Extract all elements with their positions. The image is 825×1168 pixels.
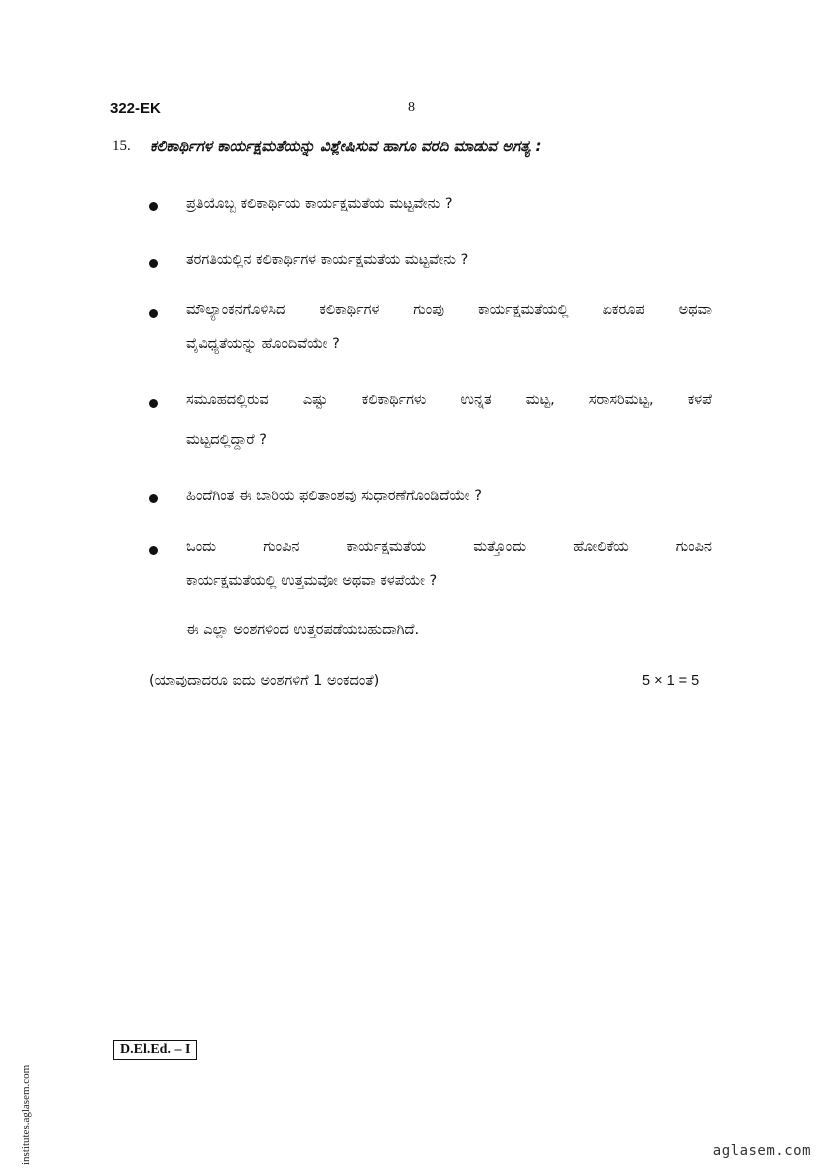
- bullet-icon: [149, 202, 158, 211]
- list-item-text: ಮೌಲ್ಯಾಂಕನಗೊಳಿಸಿದ ಕಲಿಕಾರ್ಥಿಗಳ ಗುಂಪು ಕಾರ್ಯಕ್ಷಮತೆಯಲ್ಲಿ ಏಕರೂಪ ಅಥವಾ: [186, 302, 712, 318]
- watermark: aglasem.com: [712, 1143, 811, 1159]
- paper-code: 322-EK: [110, 100, 161, 117]
- list-item-text: ಕಾರ್ಯಕ್ಷಮತೆಯಲ್ಲಿ ಉತ್ತಮವೋ ಅಥವಾ ಕಳಪೆಯೇ ?: [186, 573, 438, 589]
- bullet-icon: [149, 259, 158, 268]
- list-item-text: ವೈವಿಧ್ಯತೆಯನ್ನು ಹೊಂದಿವೆಯೇ ?: [186, 336, 340, 352]
- bullet-icon: [149, 546, 158, 555]
- marks-allocation: 5 × 1 = 5: [642, 673, 700, 689]
- list-item-text: ಸಮೂಹದಲ್ಲಿರುವ ಎಷ್ಟು ಕಲಿಕಾರ್ಥಿಗಳು ಉನ್ನತ ಮಟ್ಟ, ಸರಾಸರಿಮಟ್ಟ, ಕಳಪೆ: [186, 392, 712, 408]
- course-label: D.El.Ed. – I: [113, 1040, 197, 1060]
- list-item-text: ಹಿಂದೆಗಿಂತ ಈ ಬಾರಿಯ ಫಲಿತಾಂಶವು ಸುಧಾರಣೆಗೊಂಡಿದೆಯೇ ?: [186, 488, 482, 504]
- bullet-icon: [149, 494, 158, 503]
- side-source-text: institutes.aglasem.com: [20, 1064, 32, 1165]
- bullet-icon: [149, 309, 158, 318]
- question-title: ಕಲಿಕಾರ್ಥಿಗಳ ಕಾರ್ಯಕ್ಷಮತೆಯನ್ನು ವಿಶ್ಲೇಷಿಸುವ ಹಾಗೂ ವರದಿ ಮಾಡುವ ಅಗತ್ಯ :: [150, 137, 542, 155]
- bullet-icon: [149, 399, 158, 408]
- list-item-text: ಒಂದು ಗುಂಪಿನ ಕಾರ್ಯಕ್ಷಮತೆಯ ಮತ್ತೊಂದು ಹೋಲಿಕೆಯ ಗುಂಪಿನ: [186, 539, 712, 555]
- question-number: 15.: [112, 138, 131, 154]
- list-item-text: ಮಟ್ಟದಲ್ಲಿದ್ದಾರೆ ?: [186, 432, 267, 448]
- list-item-text: ತರಗತಿಯಲ್ಲಿನ ಕಲಿಕಾರ್ಥಿಗಳ ಕಾರ್ಯಕ್ಷಮತೆಯ ಮಟ್ಟವೇನು ?: [186, 252, 469, 268]
- list-item-text: ಪ್ರತಿಯೊಬ್ಬ ಕಲಿಕಾರ್ಥಿಯ ಕಾರ್ಯಕ್ಷಮತೆಯ ಮಟ್ಟವೇನು ?: [186, 196, 453, 212]
- marks-instruction: (ಯಾವುದಾದರೂ ಐದು ಅಂಶಗಳಿಗೆ 1 ಅಂಕದಂತೆ): [149, 673, 380, 689]
- answer-note: ಈ ಎಲ್ಲಾ ಅಂಶಗಳಿಂದ ಉತ್ತರಪಡೆಯಬಹುದಾಗಿದೆ.: [186, 622, 420, 638]
- page-number: 8: [408, 100, 415, 115]
